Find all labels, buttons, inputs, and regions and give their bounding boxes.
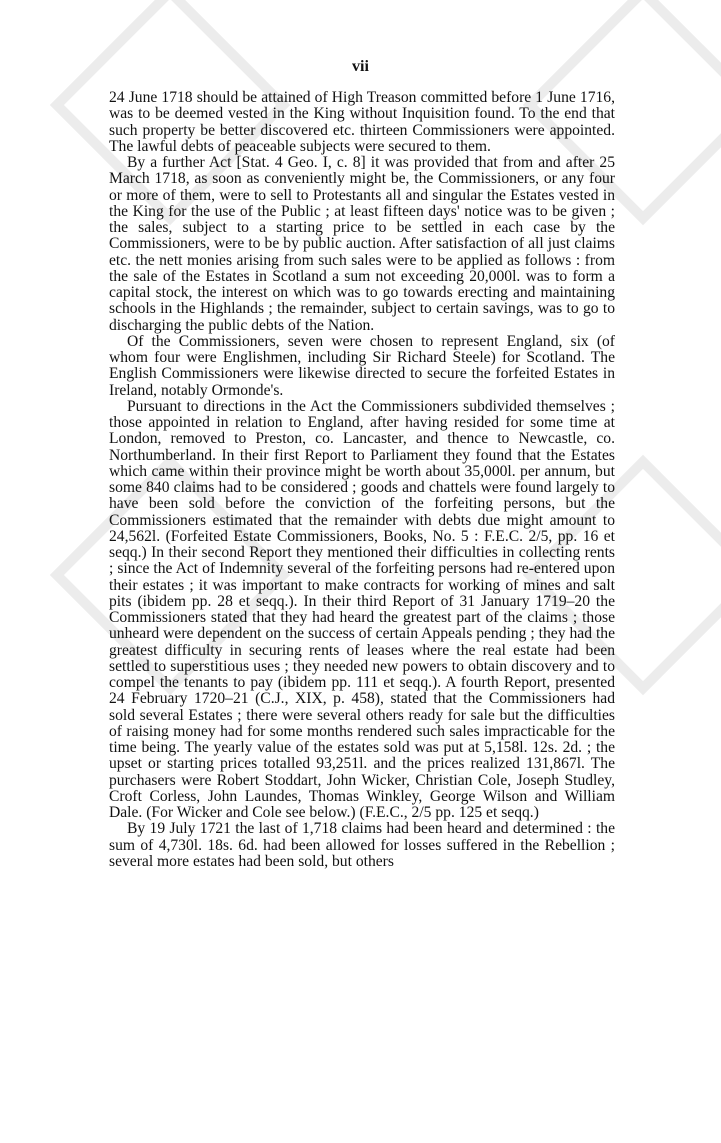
body-text [109, 90, 615, 870]
paragraph-1: 24 June 1718 should be attained of High Treason committed before 1 June 1716, was to be deemed vested in the King without Inquisition found. To the end that such property be better discovered etc. thirteen Commissioners were appointed. The lawful debts of peaceable subjects were secured to them. [109, 89, 615, 155]
paragraph-3: Of the Commissioners, seven were chosen to represent England, six (of whom four were Englishmen, including Sir Richard Steele) for Scotland. The English Commissioners were likewise directed to secure the forfeited Estates in Ireland, notably Ormonde's. [109, 332, 615, 399]
paragraph-4: Pursuant to directions in the Act the Commissioners subdivided themselves ; those appointed in relation to England, after having resided for some time at London, removed to Preston, co. Lancaster, and thence to Newcastle, co. Northumberland. In their first Report to Parliament they found that the Estates which came within their province might be worth about 35,000l. per annum, but some 840 claims had to be considered ; goods and chattels were found largely to have been sold before the conviction of the forfeiting persons, but the Commissioners estimated that the remainder with debts due might amount to 24,562l. (Forfeited Estate Commissioners, Books, No. 5 : F.E.C. 2/5, pp. 16 et seqq.) In their second Report they mentioned their difficulties in collecting rents ; since the Act of Indemnity several of the forfeiting persons had re-entered upon their estates ; it was important to make contracts for working of mines and salt pits (ibidem pp. 28 et seqq.). In their third Report of 31 January 1719–20 the Commissioners stated that they had heard the greatest part of the claims ; those unheard were dependent on the success of certain Appeals pending ; they had the greatest difficulty in securing rents of leases where the real estate had been settled to superstitious uses ; they needed new powers to obtain discovery and to compel the tenants to pay (ibidem pp. 111 et seqq.). A fourth Report, presented 24 February 1720–21 (C.J., XIX, p. 458), stated that the Commissioners had sold several Estates ; there were several others ready for sale but the difficulties of raising money had for some months rendered such sales impracticable for the time being. The yearly value of the estates sold was put at 5,158l. 12s. 2d. ; the upset or starting prices totalled 93,251l. and the prices realized 131,867l. The purchasers were Robert Stoddart, John Wicker, Christian Cole, Joseph Studley, Croft Corless, John Laundes, Thomas Winkley, George Wilson and William Dale. (For Wicker and Cole see below.) (F.E.C., 2/5 pp. 125 et seqq.) [109, 397, 615, 821]
paragraph-5: By 19 July 1721 the last of 1,718 claims had been heard and determined : the sum of 4,730l. 18s. 6d. had been allowed for losses suffered in the Rebellion ; several more estates had been sold, but others [109, 820, 615, 870]
page-number: vii [352, 58, 369, 75]
paragraph-2: By a further Act [Stat. 4 Geo. I, c. 8] it was provided that from and after 25 March 1718, as soon as conveniently might be, the Commissioners, or any four or more of them, were to sell to Protestants all and singular the Estates vested in the King for the use of the Public ; at least fifteen days' notice was to be given ; the sales, subject to a starting price to be settled in each case by the Commissioners, were to be by public auction. After satisfaction of all just claims etc. the nett monies arising from such sales were to be applied as follows : from the sale of the Estates in Scotland a sum not exceeding 20,000l. was to form a capital stock, the interest on which was to go towards erecting and maintaining schools in the Highlands ; the remainder, subject to certain savings, was to go to discharging the public debts of the Nation. [109, 154, 615, 334]
